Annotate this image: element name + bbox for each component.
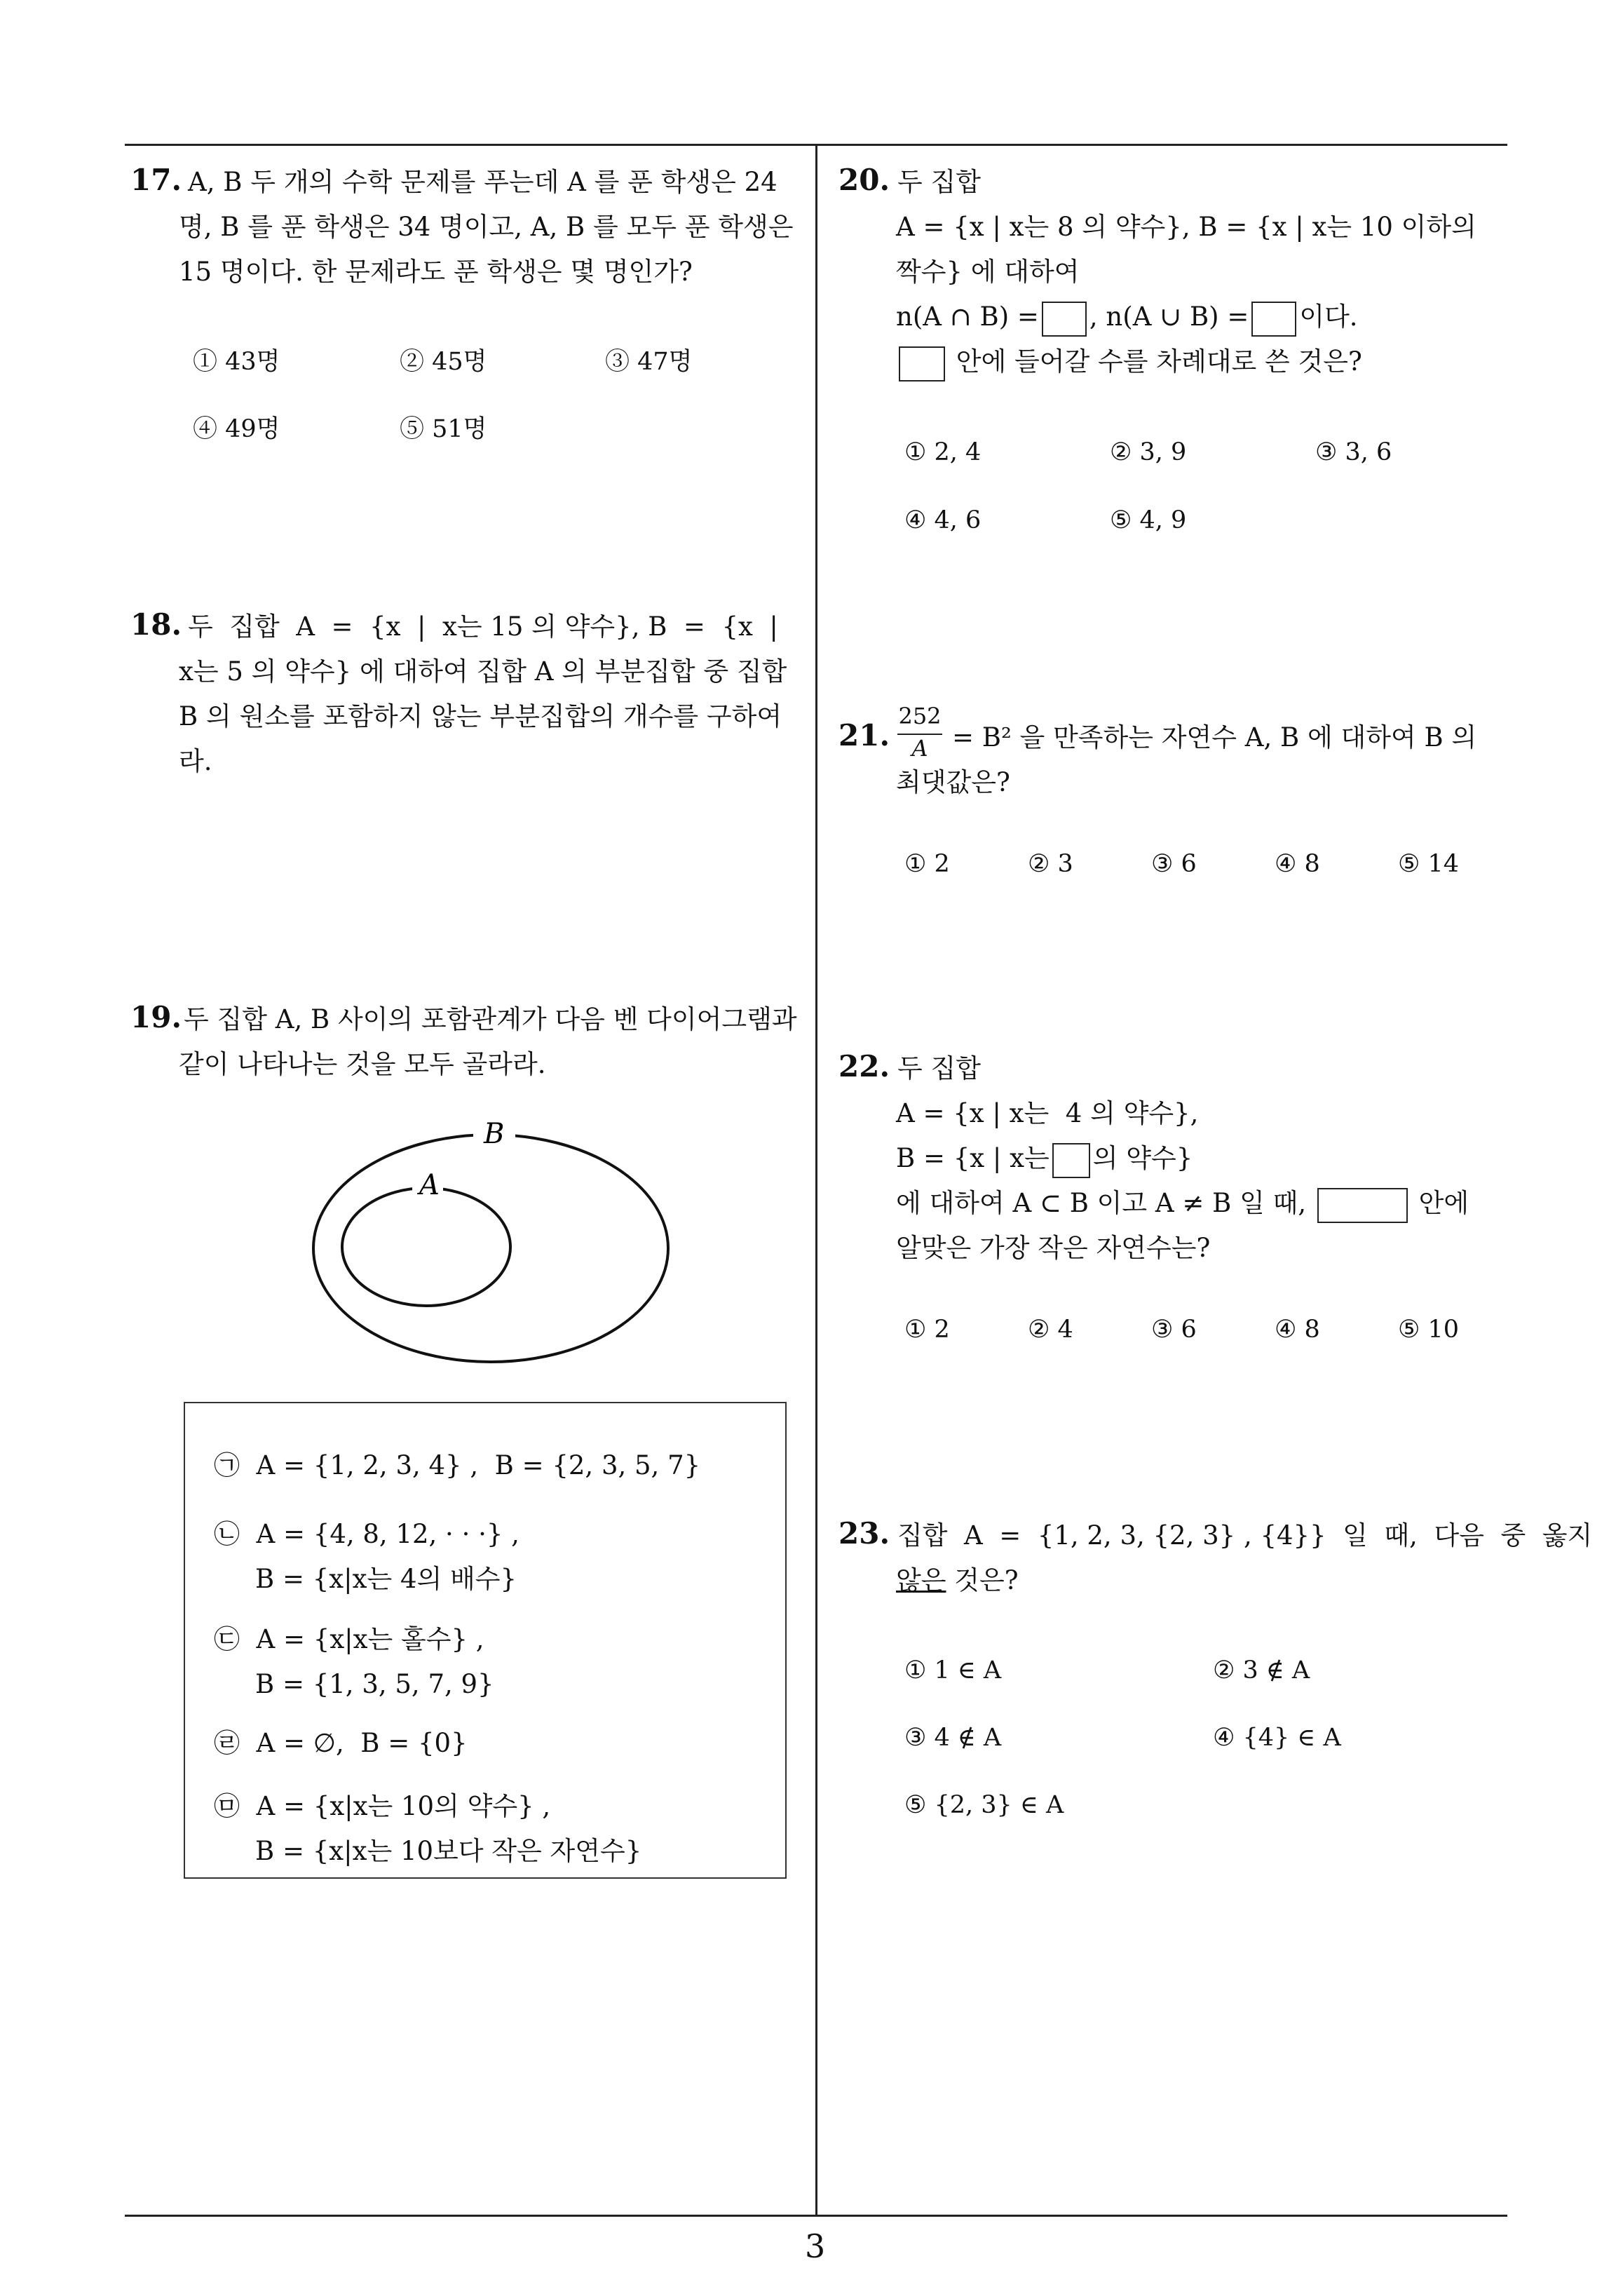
union-expression: , n(A ∪ B) = xyxy=(1089,302,1249,332)
condition-text: 에 대하여 A ⊂ B 이고 A ≠ B 일 때, xyxy=(896,1188,1307,1218)
question-19-line-1: 두 집합 A, B 사이의 포함관계가 다음 벤 다이어그램과 xyxy=(184,1004,797,1034)
question-22-choice-4[interactable]: ④ 8 xyxy=(1275,1316,1320,1344)
blank-box-wide[interactable] xyxy=(1317,1188,1408,1223)
question-21-choice-2[interactable]: ② 3 xyxy=(1028,850,1073,878)
question-21-choice-4[interactable]: ④ 8 xyxy=(1275,850,1320,878)
question-20-choice-5[interactable]: ⑤ 4, 9 xyxy=(1110,506,1187,534)
question-23-choice-3[interactable]: ③ 4 ∉ A xyxy=(904,1724,1002,1752)
question-17-choice-2[interactable]: ② 45명 xyxy=(400,348,487,376)
question-20-choice-4[interactable]: ④ 4, 6 xyxy=(904,506,982,534)
option-mark: ㉡ xyxy=(214,1519,240,1549)
question-23-choice-2[interactable]: ② 3 ∉ A xyxy=(1213,1656,1310,1684)
question-17-choice-3[interactable]: ③ 47명 xyxy=(605,348,693,376)
question-19-option-1[interactable] xyxy=(214,1443,700,1488)
question-19-option-4[interactable] xyxy=(214,1721,468,1766)
question-19-line-2: 같이 나타나는 것을 모두 골라라. xyxy=(179,1049,546,1079)
question-20-number: 20. xyxy=(838,163,890,197)
question-22-line-5: 알맞은 가장 작은 자연수는? xyxy=(896,1233,1211,1263)
blank-box-1[interactable] xyxy=(1042,302,1087,337)
question-20-line-5 xyxy=(896,339,1362,384)
instruction-text: 안에 들어갈 수를 차례대로 쓴 것은? xyxy=(956,346,1362,377)
question-20-choice-2[interactable]: ② 3, 9 xyxy=(1110,438,1187,466)
question-21-line-2: 최댓값은? xyxy=(896,767,1010,797)
option-text: A = {x|x는 10의 약수} , xyxy=(256,1791,551,1821)
question-19-option-3[interactable] xyxy=(214,1617,484,1662)
venn-set-b-ellipse xyxy=(313,1135,668,1362)
question-17-line-2: 명, B 를 푼 학생은 34 명이고, A, B 를 모두 푼 학생은 xyxy=(179,212,794,242)
question-22-choice-1[interactable]: ① 2 xyxy=(904,1316,950,1344)
venn-set-a-ellipse xyxy=(342,1188,510,1306)
question-20-line-2: A = {x | x는 8 의 약수}, B = {x | x는 10 이하의 xyxy=(896,212,1476,242)
question-17-number: 17. xyxy=(130,163,182,197)
option-mark: ㉣ xyxy=(214,1728,240,1758)
question-21-choice-1[interactable]: ① 2 xyxy=(904,850,950,878)
question-18-line-2: x는 5 의 약수} 에 대하여 집합 A 의 부분집합 중 집합 xyxy=(179,656,787,687)
question-17-line-1: A, B 두 개의 수학 문제를 푸는데 A 를 푼 학생은 24 xyxy=(188,167,777,197)
question-23-line-2 xyxy=(896,1558,1019,1603)
blank-suffix: 안에 xyxy=(1418,1188,1469,1218)
question-19-option-5-line-2: B = {x|x는 10보다 작은 자연수} xyxy=(255,1836,642,1866)
venn-label-a: A xyxy=(419,1169,440,1201)
option-text: A = {x|x는 홀수} , xyxy=(256,1624,484,1654)
question-19-option-2[interactable] xyxy=(214,1512,520,1557)
question-22-choice-5[interactable]: ⑤ 10 xyxy=(1398,1316,1460,1344)
question-22-choice-2[interactable]: ② 4 xyxy=(1028,1316,1073,1344)
question-19-option-2-line-2: B = {x|x는 4의 배수} xyxy=(255,1564,517,1594)
question-22-number: 22. xyxy=(838,1049,890,1083)
question-21-number: 21. xyxy=(838,718,890,752)
column-divider xyxy=(815,144,817,2216)
blank-box-2[interactable] xyxy=(1251,302,1296,337)
question-21-choice-3[interactable]: ③ 6 xyxy=(1151,850,1197,878)
option-mark: ㉠ xyxy=(214,1450,240,1480)
question-23-number: 23. xyxy=(838,1516,890,1551)
venn-label-b: B xyxy=(484,1118,505,1150)
option-mark: ㉢ xyxy=(214,1624,240,1654)
question-23-choice-5[interactable]: ⑤ {2, 3} ∈ A xyxy=(904,1791,1064,1819)
question-19-option-5[interactable] xyxy=(214,1784,550,1829)
venn-diagram xyxy=(301,1108,680,1375)
option-text: A = {4, 8, 12, · · ·} , xyxy=(256,1519,520,1549)
question-21-line-1: = B² 을 만족하는 자연수 A, B 에 대하여 B 의 xyxy=(952,722,1477,752)
set-b-expression: B = {x | x는 xyxy=(896,1143,1050,1173)
question-17-choice-1[interactable]: ① 43명 xyxy=(193,348,280,376)
question-23-choice-4[interactable]: ④ {4} ∈ A xyxy=(1213,1724,1341,1752)
question-22-choice-3[interactable]: ③ 6 xyxy=(1151,1316,1197,1344)
question-22-line-1: 두 집합 xyxy=(897,1053,981,1083)
question-18-number: 18. xyxy=(130,607,182,642)
question-17-choice-4[interactable]: ④ 49명 xyxy=(193,415,280,443)
question-20-line-1: 두 집합 xyxy=(897,167,981,197)
question-19-number: 19. xyxy=(130,1000,182,1034)
option-text: A = ∅, B = {0} xyxy=(256,1728,468,1758)
question-22-line-2: A = {x | x는 4 의 약수}, xyxy=(896,1098,1199,1128)
question-17-choice-5[interactable]: ⑤ 51명 xyxy=(400,415,487,443)
question-17-line-3: 15 명이다. 한 문제라도 푼 학생은 몇 명인가? xyxy=(179,257,693,287)
question-18-line-3: B 의 원소를 포함하지 않는 부분집합의 개수를 구하여 xyxy=(179,701,782,731)
question-20-choice-3[interactable]: ③ 3, 6 xyxy=(1315,438,1392,466)
question-23-line-1: 집합 A = {1, 2, 3, {2, 3} , {4}} 일 때, 다음 중 옳지 xyxy=(897,1520,1593,1551)
divisor-text: 의 약수} xyxy=(1092,1143,1193,1173)
question-18-line-4: 라. xyxy=(179,746,212,776)
question-20-choice-1[interactable]: ① 2, 4 xyxy=(904,438,982,466)
ending-text: 이다. xyxy=(1299,302,1358,332)
question-20-line-3: 짝수} 에 대하여 xyxy=(896,257,1080,287)
intersection-expression: n(A ∩ B) = xyxy=(896,302,1039,332)
question-19-option-3-line-2: B = {1, 3, 5, 7, 9} xyxy=(255,1669,494,1699)
option-text: A = {1, 2, 3, 4} , B = {2, 3, 5, 7} xyxy=(256,1450,701,1480)
blank-box-ref xyxy=(899,346,945,381)
blank-box-b[interactable] xyxy=(1052,1143,1090,1178)
underlined-negation: 않은 xyxy=(896,1565,946,1595)
option-mark: ㉤ xyxy=(214,1791,240,1821)
page-number: 3 xyxy=(805,2227,826,2265)
question-22-line-4 xyxy=(896,1181,1469,1226)
question-23-choice-1[interactable]: ① 1 ∈ A xyxy=(904,1656,1002,1684)
bottom-rule xyxy=(125,2215,1507,2217)
fraction-numerator: 252 xyxy=(898,703,942,729)
question-22-line-3 xyxy=(896,1136,1193,1181)
question-ending: 것은? xyxy=(946,1565,1019,1595)
question-18-line-1: 두 집합 A = {x | x는 15 의 약수}, B = {x | xyxy=(188,612,778,642)
question-20-line-4 xyxy=(896,295,1358,339)
question-21-choice-5[interactable]: ⑤ 14 xyxy=(1398,850,1460,878)
fraction-denominator: A xyxy=(911,735,928,762)
